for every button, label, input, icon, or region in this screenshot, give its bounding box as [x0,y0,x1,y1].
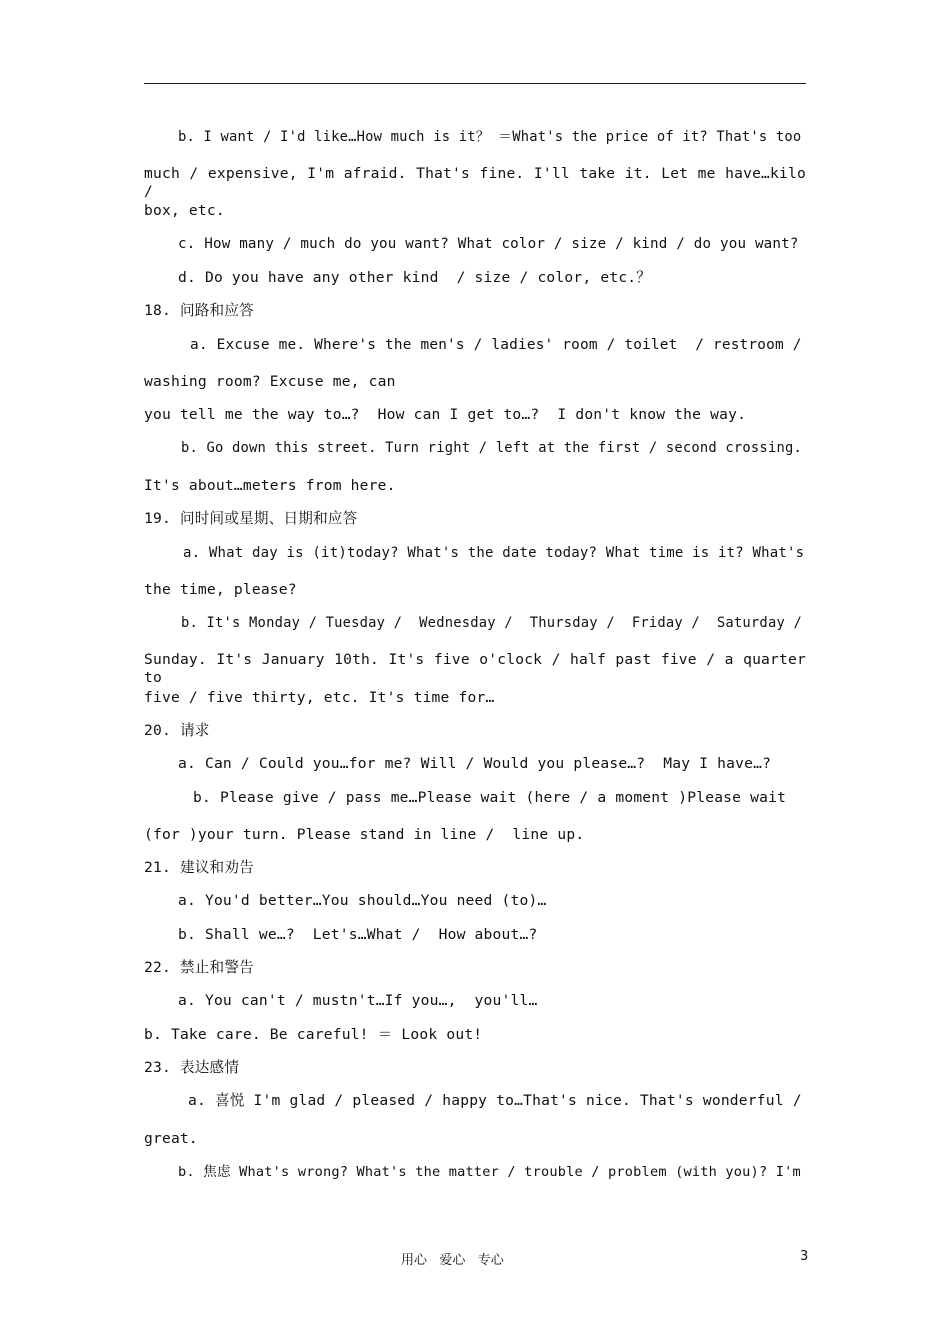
text-line: a. Excuse me. Where's the men's / ladies' room / toilet / restroom / [190,337,802,353]
text-line: Sunday. It's January 10th. It's five o'clock / half past five / a quarter to [144,651,806,686]
text-line: (for )your turn. Please stand in line / line up. [144,826,585,843]
text-line: b. I want / I'd like…How much is it？ ＝What's the price of it? That's too [178,129,802,145]
text-line: b. Go down this street. Turn right / left at the first / second crossing. [181,440,802,456]
text-line: b. Please give / pass me…Please wait (here / a moment )Please wait [193,789,787,806]
footer-motto: 用心 爱心 专心 [401,1253,504,1268]
section-heading: 21. 建议和劝告 [144,859,254,876]
section-heading: 22. 禁止和警告 [144,959,254,976]
text-line: the time, please? [144,581,297,598]
text-line: a. Can / Could you…for me? Will / Would you please…? May I have…? [178,755,772,772]
text-line: great. [144,1130,198,1147]
section-heading: 20. 请求 [144,722,210,739]
text-line: It's about…meters from here. [144,477,396,494]
text-line: b. Shall we…? Let's…What / How about…? [178,926,538,943]
text-line: you tell me the way to…? How can I get to…? I don't know the way. [144,406,747,423]
text-line: d. Do you have any other kind / size / color, etc.？ [178,269,652,286]
section-heading: 23. 表达感情 [144,1059,240,1076]
text-line: a. You can't / mustn't…If you…, you'll… [178,992,538,1009]
text-line: five / five thirty, etc. It's time for… [144,689,495,706]
text-line: c. How many / much do you want? What color / size / kind / do you want? [178,236,799,252]
text-line: a. 喜悦 I'm glad / pleased / happy to…That's nice. That's wonderful / [188,1092,802,1109]
page-number: 3 [800,1249,809,1264]
section-heading: 19. 问时间或星期、日期和应答 [144,510,358,527]
text-line: b. Take care. Be careful! ＝ Look out! [144,1026,483,1043]
text-line: b. It's Monday / Tuesday / Wednesday / Thursday / Friday / Saturday / [181,615,802,631]
text-line: a. What day is (it)today? What's the date today? What time is it? What's [183,545,805,561]
text-line: box, etc. [144,202,225,219]
text-line: washing room? Excuse me, can [144,373,396,390]
text-line: a. You'd better…You should…You need (to)… [178,892,547,909]
section-heading: 18. 问路和应答 [144,302,254,319]
text-line: b. 焦虑 What's wrong? What's the matter / trouble / problem (with you)? I'm [178,1164,801,1180]
header-rule [144,83,806,84]
text-line: much / expensive, I'm afraid. That's fine. I'll take it. Let me have…kilo / [144,165,806,200]
